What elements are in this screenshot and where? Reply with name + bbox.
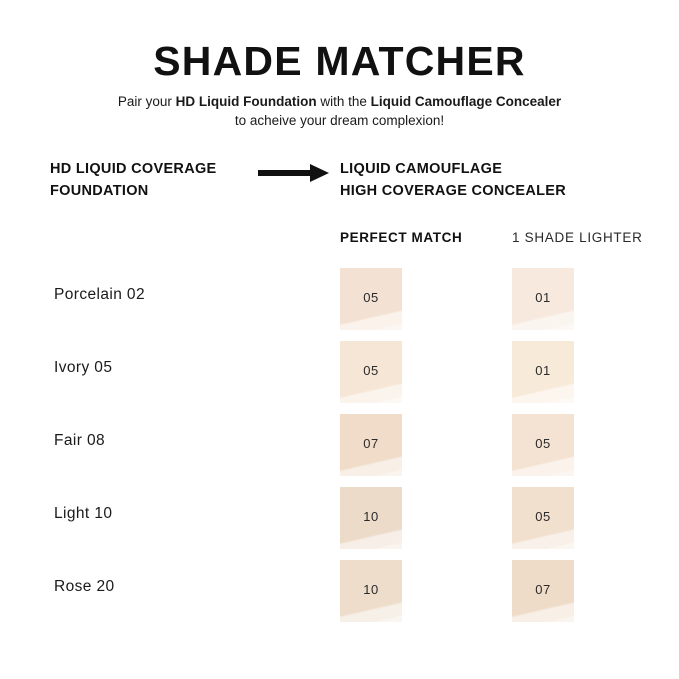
- concealer-shade-code: 07: [363, 436, 379, 451]
- page-title: SHADE MATCHER: [153, 38, 526, 84]
- subtitle-concealer-name: Liquid Camouflage Concealer: [370, 94, 562, 109]
- concealer-shade-code: 07: [535, 582, 551, 597]
- subtitle-line-2: to acheive your dream complexion!: [234, 113, 445, 128]
- concealer-shade-code: 05: [363, 290, 379, 305]
- subtitle-text-b: with the: [316, 94, 371, 109]
- arrow-right-icon: [258, 164, 330, 182]
- foundation-shade-label: Ivory 05: [54, 359, 113, 376]
- concealer-shade-code: 10: [363, 509, 379, 524]
- perfect-match-swatch: [340, 487, 402, 549]
- one-shade-lighter-swatch: [512, 560, 574, 622]
- foundation-shade-label: Rose 20: [54, 578, 115, 595]
- concealer-shade-code: 05: [535, 509, 551, 524]
- concealer-column-heading: [340, 158, 640, 202]
- foundation-heading-line-2: FOUNDATION: [50, 183, 149, 199]
- concealer-heading-line-2: HIGH COVERAGE CONCEALER: [340, 183, 567, 199]
- table-row: [0, 265, 679, 337]
- perfect-match-swatch: [340, 268, 402, 330]
- concealer-heading-line-1: LIQUID CAMOUFLAGE: [340, 161, 503, 177]
- foundation-shade-label: Light 10: [54, 505, 113, 522]
- one-shade-lighter-swatch: [512, 414, 574, 476]
- foundation-heading-line-1: HD LIQUID COVERAGE: [50, 161, 217, 177]
- perfect-match-swatch: [340, 414, 402, 476]
- concealer-shade-code: 01: [535, 290, 551, 305]
- perfect-match-heading: PERFECT MATCH: [340, 230, 463, 245]
- concealer-shade-code: 10: [363, 582, 379, 597]
- perfect-match-swatch: [340, 341, 402, 403]
- page-subtitle: [0, 92, 679, 130]
- foundation-shade-label: Fair 08: [54, 432, 106, 449]
- table-row: [0, 338, 679, 410]
- one-shade-lighter-swatch: [512, 341, 574, 403]
- arrow-shaft: [258, 170, 312, 176]
- one-shade-lighter-swatch: [512, 487, 574, 549]
- subtitle-foundation-name: HD Liquid Foundation: [175, 94, 317, 109]
- subtitle-text-a: Pair your: [117, 94, 176, 109]
- foundation-column-heading: [50, 158, 280, 202]
- one-shade-lighter-heading: 1 SHADE LIGHTER: [512, 230, 643, 245]
- table-row: [0, 411, 679, 483]
- arrow-head: [310, 164, 329, 182]
- concealer-shade-code: 01: [535, 363, 551, 378]
- perfect-match-swatch: [340, 560, 402, 622]
- concealer-shade-code: 05: [535, 436, 551, 451]
- one-shade-lighter-swatch: [512, 268, 574, 330]
- concealer-shade-code: 05: [363, 363, 379, 378]
- foundation-shade-label: Porcelain 02: [54, 286, 145, 303]
- table-row: [0, 557, 679, 629]
- table-row: [0, 484, 679, 556]
